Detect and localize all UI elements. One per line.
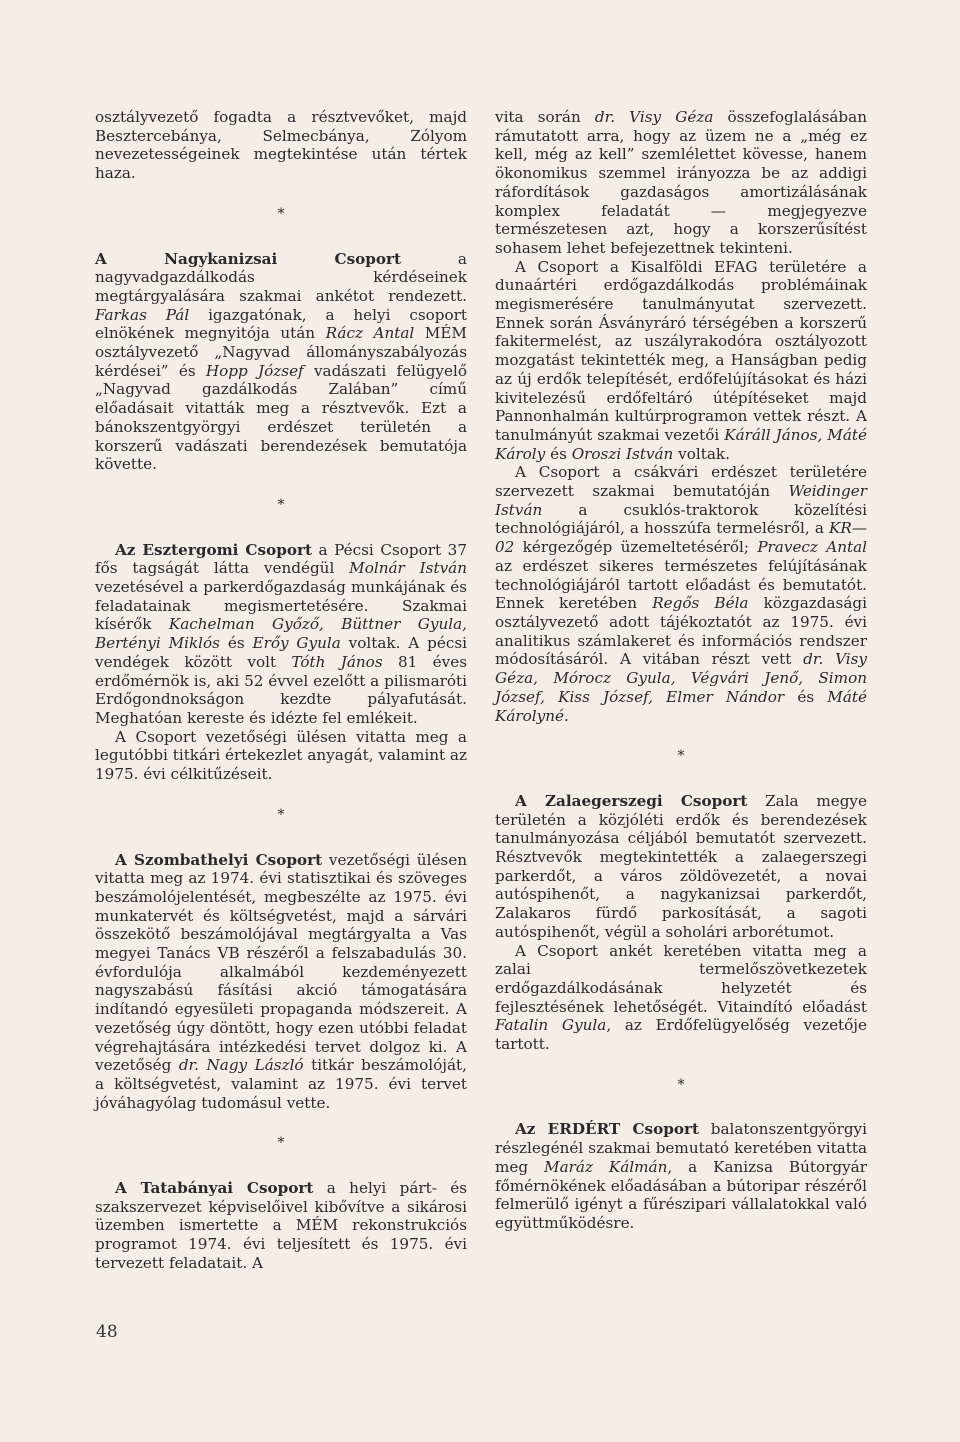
section-separator: *	[277, 496, 285, 513]
person-name: Tóth János	[291, 652, 383, 671]
section-separator: *	[277, 205, 285, 222]
text-run: voltak. A pécsi vendégek között volt	[95, 634, 468, 671]
right-column	[495, 108, 867, 1233]
page-number: 48	[96, 1322, 118, 1342]
person-name: Maráz Kálmán	[544, 1157, 668, 1176]
person-name: Erőy Gyula	[252, 634, 341, 653]
text-run: , a Kanizsa Bútorgyár főmérnökének előadásában a bútoripar részéről felmerülő igényt a fűrészipari vállalatokkal való együttműködésre.	[495, 1157, 867, 1232]
person-name: Regős Béla	[652, 594, 749, 613]
text-run: vadászati felügyelő „Nagyvad gazdálkodás Zalában” című előadásait vitatták meg a résztvevők. Ezt a bánokszentgyörgyi erdészet területén a korszerű vadászati berendezések bemutatója követte.	[95, 361, 467, 474]
person-name: Rácz Antal	[325, 324, 415, 343]
section-separator: *	[677, 1076, 685, 1093]
person-name: dr. Visy Géza	[594, 108, 714, 126]
text-run: , az Erdőfelügyelőség vezetője tartott.	[495, 1016, 868, 1054]
person-name: Káráll János, Máté Károly	[495, 425, 867, 463]
paragraph	[95, 250, 467, 474]
text-run: titkár beszámolóját, a költségvetést, valamint az 1975. évi tervet jóváhagyólag tudomásul vette.	[95, 1056, 467, 1112]
person-name: Molnár István	[349, 559, 467, 578]
text-run: kérgezőgép üzemeltetéséről;	[514, 538, 758, 557]
text-run: MÉM osztályvezető „Nagyvad állományszabályozás kérdései” és	[95, 324, 467, 380]
group-name: A Szombathelyi Csoport	[115, 850, 323, 869]
paragraph	[95, 541, 467, 728]
text-run: 81 éves erdőmérnök is, aki 52 évvel ezelőtt a pilismaróti Erdőgondnokságon kezdte pályafutását. Meghatóan kereste és idézte fel emlékeit.	[95, 652, 468, 727]
text-run: és	[545, 444, 572, 463]
text-run: osztályvezető fogadta a résztvevőket, majd Besztercebánya, Selmecbánya, Zólyom nevezetességeinek megtekintése után tértek haza.	[95, 108, 467, 183]
paragraph	[495, 108, 867, 258]
text-run: Zala megye területén a közjóléti erdők és berendezések tanulmányozása céljából bemutatót szervezett. Résztvevők megtekintették a zalaegerszegi parkerdőt, a város zöldövezetét, a novai autóspihenőt, a nagykanizsai parkerdőt, Zalakaros fürdő parkosítását, a sagoti autóspihenőt, végül a soholári arborétumot.	[495, 791, 867, 941]
person-name: Farkas Pál	[95, 305, 190, 324]
group-name: A Tatabányai Csoport	[115, 1179, 314, 1198]
text-run: A Csoport ankét keretében vitatta meg a zalai termelőszövetkezetek erdőgazdálkodásának helyzetét és fejlesztésének lehetőségét. Vitaindító előadást	[495, 941, 867, 1016]
paragraph	[495, 792, 867, 942]
section-separator: *	[677, 748, 685, 765]
person-name: Máté Károlyné.	[495, 687, 867, 725]
text-run: a nagyvadgazdálkodás kérdéseinek megtárgyalására szakmai ankétot rendezett.	[95, 249, 467, 305]
text-run: balatonszentgyörgyi részlegénél szakmai bemutató keretében vitatta meg	[495, 1120, 867, 1176]
text-run: közgazdasági osztályvezető adott tájékoztatót az 1975. évi analitikus számlakeret és információs rendszer módosításáról. A vitában részt vett	[495, 594, 867, 669]
paragraph	[495, 942, 867, 1054]
group-name: Az Esztergomi Csoport	[115, 540, 312, 559]
text-run: igazgatónak, a helyi csoport elnökének megnyitója után	[95, 305, 467, 343]
paragraph	[95, 851, 467, 1113]
section-separator: *	[277, 1135, 285, 1152]
text-run: voltak.	[673, 444, 730, 463]
paragraph	[95, 1179, 467, 1273]
person-name: Weidinger István	[495, 482, 867, 519]
paragraph	[495, 1120, 867, 1232]
group-name: A Zalaegerszegi Csoport	[515, 791, 748, 810]
text-run: a helyi párt- és szakszervezet képviselőivel kibővítve a sikárosi üzemben ismertette a MÉM rekonstrukciós programot 1974. évi teljesített és 1975. évi tervezett feladatait. A	[95, 1179, 467, 1272]
section-separator: *	[277, 806, 285, 823]
text-run: A Csoport a Kisalföldi EFAG területére a dunaártéri erdőgazdálkodás problémáinak megismerésére tanulmányutat szervezett. Ennek során Ásványráró térségében a korszerű fakitermelést, az uszályrakodóra osztályozott mozgatást tekintették meg, a Hanságban pedig az új erdők telepítését, erdőfelújításokat és házi kivitelezésű erdőfeltáró útépítéseket majd Pannonhalmán kultúrprogramon vettek részt. A tanulmányút szakmai vezetői	[495, 257, 867, 444]
group-name: Az ERDÉRT Csoport	[515, 1120, 699, 1139]
person-name: Kachelman Győző, Büttner Gyula, Bertényi Miklós	[95, 615, 468, 653]
group-name: A Nagykanizsai Csoport	[95, 249, 402, 268]
text-run: a csuklós-traktorok közelítési technológiájáról, a hosszúfa termelésről, a	[495, 500, 867, 538]
paragraph	[95, 108, 467, 183]
text-run: összefoglalásában rámutatott arra, hogy az üzem ne a „még ez kell, még az kell” szemlélettet kövesse, hanem ökonomikus szemmel irányozza be az addigi ráfordítások gazdaságos amortizálásának komplex feladatát — megjegyezve természetesen azt, hogy a korszerűsítést sohasem lehet befejezettnek tekinteni.	[495, 108, 867, 257]
text-run: és	[784, 687, 828, 706]
left-column	[95, 108, 467, 1273]
person-name: KR—02	[495, 519, 867, 557]
person-name: Oroszi István	[571, 444, 674, 463]
text-run: vezetésével a parkerdőgazdaság munkájának és feladatainak megismertetésére. Szakmai kísérők	[95, 578, 467, 634]
paragraph	[495, 463, 867, 725]
text-run: a Pécsi Csoport 37 fős tagságát látta vendégül	[95, 540, 467, 578]
text-run: és	[219, 634, 253, 653]
text-run: az erdészet sikeres természetes felújításának technológiájáról tartott előadást és bemutatót. Ennek keretében	[495, 556, 867, 613]
person-name: Pravecz Antal	[757, 538, 867, 557]
person-name: Fatalin Gyula	[495, 1016, 607, 1035]
text-run: vezetőségi ülésen vitatta meg az 1974. évi statisztikai és szöveges beszámolójelentését, megbeszélte az 1975. évi munkatervét és költségvetést, majd a sárvári összekötő beszámolójával megtárgyalta a Vas megyei Tanács VB részéről a felszabadulás 30. évfordulója alkalmából kezdeményezett nagyszabású fásítási akció támogatására indítandó egyesületi propaganda módszereit. A vezetőség úgy döntött, hogy ezen utóbbi feladat végrehajtására intézkedési tervet dolgoz ki. A vezetőség	[95, 850, 467, 1075]
person-name: dr. Nagy László	[178, 1056, 304, 1075]
paragraph	[495, 258, 867, 464]
text-run: A Csoport vezetőségi ülésen vitatta meg a legutóbbi titkári értekezlet anyagát, valamint az 1975. évi célkitűzéseit.	[95, 727, 467, 784]
person-name: dr. Visy Géza, Mórocz Gyula, Végvári Jenő, Simon József, Kiss József, Elmer Nándor	[495, 650, 867, 706]
text-run: vita során	[495, 108, 595, 126]
paragraph	[95, 728, 467, 784]
text-run: A Csoport a csákvári erdészet területére szervezett szakmai bemutatóján	[495, 463, 867, 501]
person-name: Hopp József	[205, 361, 304, 380]
